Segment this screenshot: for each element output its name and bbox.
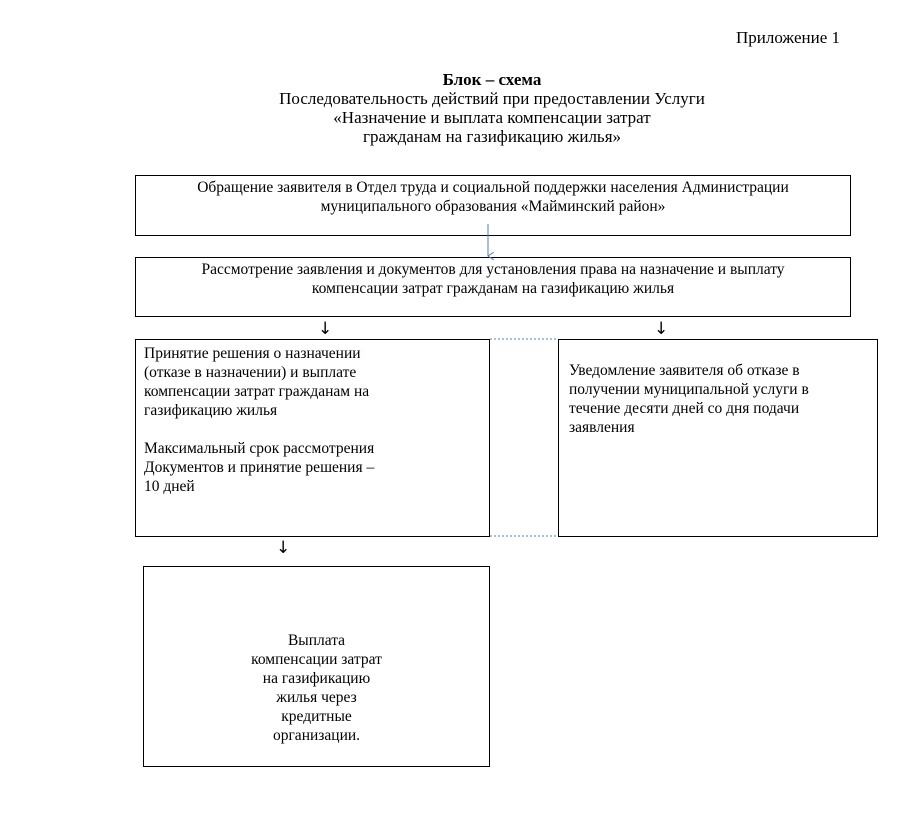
review-box-line: компенсации затрат гражданам на газификацию жилья (311, 280, 675, 297)
appendix-label: Приложение 1 (736, 28, 840, 47)
down-arrow-icon: ↓ (318, 319, 333, 339)
decision-box-line: (отказе в назначении) и выплате (144, 364, 357, 381)
diagram-subtitle-line: Последовательность действий при предоставлении Услуги (279, 89, 705, 108)
refusal-notice-line: заявления (569, 419, 635, 436)
refusal-notice-line: получении муниципальной услуги в (569, 381, 809, 398)
application-box-line: Обращение заявителя в Отдел труда и социальной поддержки населения Администрации (197, 179, 789, 196)
decision-box-line: Принятие решения о назначении (144, 345, 361, 362)
diagram-title: Блок – схема (442, 70, 542, 89)
down-arrow-icon: ↓ (654, 319, 669, 339)
application-box-line: муниципального образования «Майминский район» (320, 198, 666, 215)
payment-box-line: компенсации затрат (251, 651, 382, 668)
payment-box-line: жилья через (276, 689, 357, 706)
payment-box-line: организации. (272, 727, 361, 744)
diagram-subtitle-line: «Назначение и выплата компенсации затрат (333, 108, 651, 127)
diagram-subtitle-line: гражданам на газификацию жилья» (362, 127, 622, 146)
decision-deadline-line: 10 дней (144, 478, 195, 495)
decision-box-line: компенсации затрат гражданам на (144, 383, 370, 400)
refusal-notice-line: течение десяти дней со дня подачи (569, 400, 800, 417)
payment-box-line: кредитные (281, 708, 352, 725)
payment-box-line: на газификацию (262, 670, 371, 687)
decision-box-line: газификацию жилья (144, 402, 278, 419)
payment-box-line: Выплата (287, 632, 346, 649)
refusal-notice-line: Уведомление заявителя об отказе в (569, 362, 800, 379)
review-box-line: Рассмотрение заявления и документов для установления права на назначение и выплату (201, 261, 785, 278)
decision-deadline-line: Документов и принятие решения – (144, 459, 375, 476)
decision-deadline-line: Максимальный срок рассмотрения (144, 440, 375, 457)
down-arrow-icon: ↓ (276, 538, 291, 558)
